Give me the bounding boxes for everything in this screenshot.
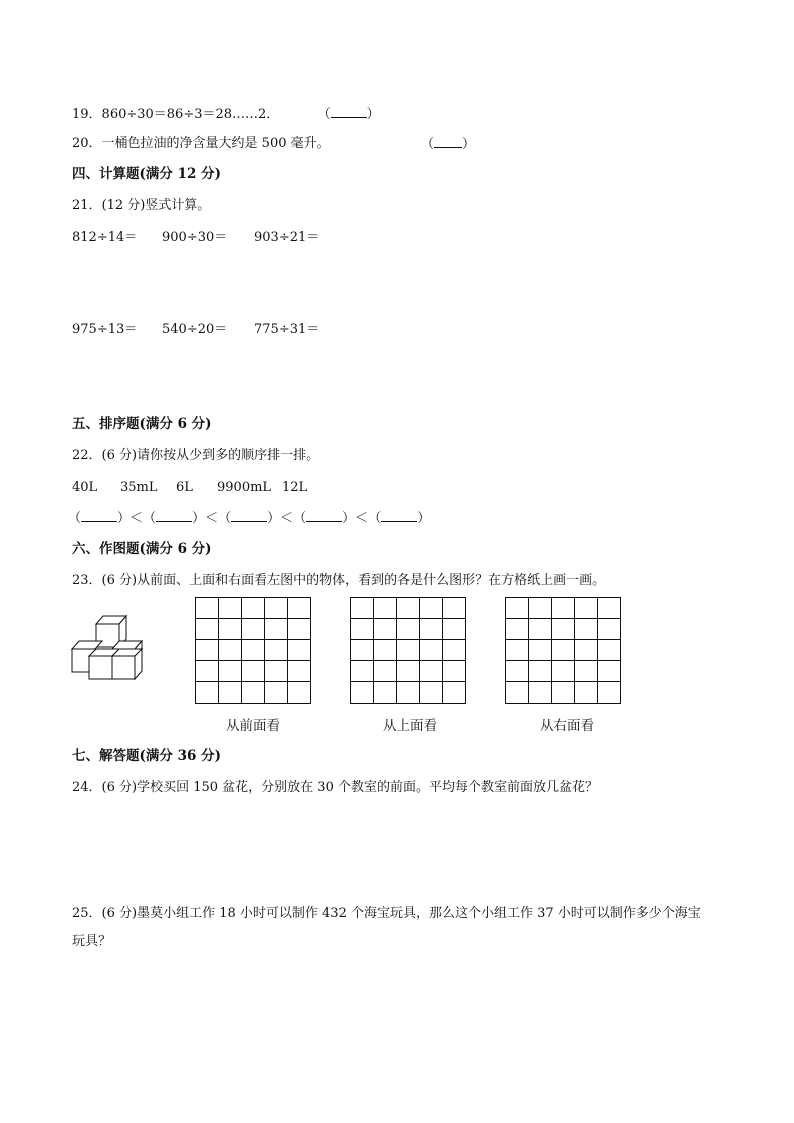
answer-paren-close: ） [462,137,476,152]
less-than-sign: ＜ [355,511,369,526]
ordering-blanks [68,510,430,527]
volume-item: 12L [282,480,308,495]
paren-open: （ [218,511,232,526]
calc-item: 812÷14＝ [72,230,138,245]
less-than-sign: ＜ [280,511,294,526]
paren-close: ） [342,511,356,526]
answer-paren-open: （ [317,107,331,122]
order-blank-1[interactable] [81,510,117,522]
calc-item: 900÷30＝ [162,230,228,245]
question-23-text: 23．(6 分)从前面、上面和右面看左图中的物体，看到的各是什么图形？在方格纸上画一画。 [72,573,606,588]
order-blank-4[interactable] [306,510,342,522]
answer-paren-close: ） [366,107,380,122]
drawing-grid-right[interactable] [505,597,621,704]
paren-close: ） [267,511,281,526]
question-24-text: 24．(6 分)学校买回 150 盆花，分别放在 30 个教室的前面。平均每个教室前面放几盆花？ [72,780,598,795]
question-20-text: 20．一桶色拉油的净含量大约是 500 毫升。 [72,136,330,151]
paren-close: ） [417,511,431,526]
paren-open: （ [68,511,82,526]
paren-open: （ [368,511,382,526]
question-21-text: 21．(12 分)竖式计算。 [72,198,211,213]
question-19-text: 19．860÷30＝86÷3＝28……2． [72,107,280,122]
cube-stack-figure [70,608,150,684]
caption-top-view: 从上面看 [383,718,437,734]
answer-slot-20 [421,136,475,153]
section-5-title: 五、排序题(满分 6 分) [72,416,212,432]
order-blank-3[interactable] [231,510,267,522]
question-25-line-2: 玩具？ [72,934,112,949]
caption-right-view: 从右面看 [540,718,594,734]
calc-item: 540÷20＝ [162,322,228,337]
paren-open: （ [143,511,157,526]
volume-item: 35mL [120,480,158,495]
volume-item: 40L [72,480,98,495]
drawing-grid-front[interactable] [195,597,311,704]
less-than-sign: ＜ [130,511,144,526]
calc-item: 903÷21＝ [254,230,320,245]
paren-close: ） [117,511,131,526]
section-7-title: 七、解答题(满分 36 分) [72,748,221,764]
volume-item: 9900mL [217,480,272,495]
paren-close: ） [192,511,206,526]
caption-front-view: 从前面看 [226,718,280,734]
question-20 [72,136,330,152]
answer-blank-20[interactable] [434,136,462,148]
calc-item: 775÷31＝ [254,322,320,337]
less-than-sign: ＜ [205,511,219,526]
answer-paren-open: （ [421,137,435,152]
paren-open: （ [293,511,307,526]
order-blank-5[interactable] [381,510,417,522]
drawing-grid-top[interactable] [350,597,466,704]
question-19 [72,106,380,123]
order-blank-2[interactable] [156,510,192,522]
section-6-title: 六、作图题(满分 6 分) [72,541,212,557]
section-4-title: 四、计算题(满分 12 分) [72,166,221,182]
question-25-line-1: 25．(6 分)墨莫小组工作 18 小时可以制作 432 个海宝玩具，那么这个小组工作 37 小时可以制作多少个海宝 [72,906,701,921]
question-22-text: 22．(6 分)请你按从少到多的顺序排一排。 [72,448,320,463]
answer-blank-19[interactable] [331,106,367,118]
volume-item: 6L [176,480,193,495]
calc-item: 975÷13＝ [72,322,138,337]
